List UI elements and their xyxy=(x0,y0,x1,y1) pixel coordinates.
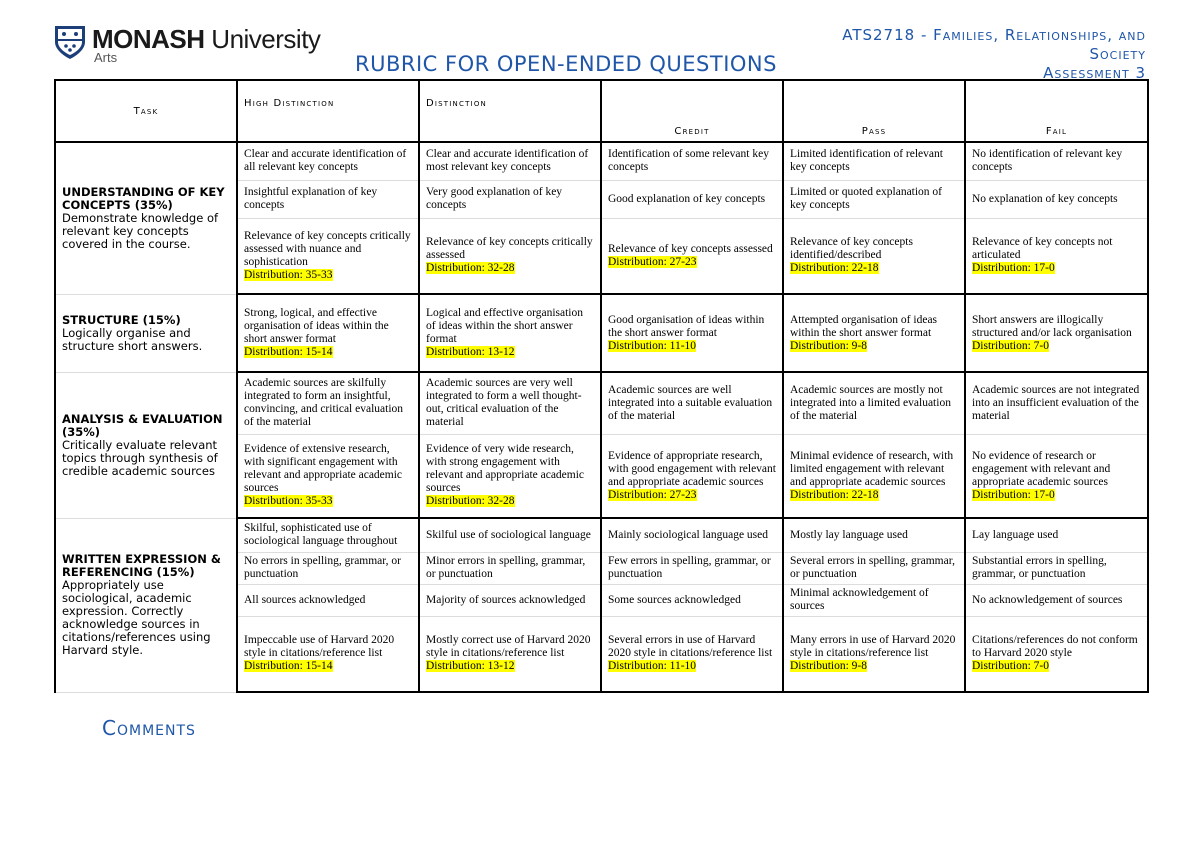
rubric-cell: Mostly lay language used xyxy=(783,518,965,552)
criterion-name: ANALYSIS & EVALUATION (35%) xyxy=(62,411,223,439)
distribution-label: Distribution: 27-23 xyxy=(608,255,697,268)
rubric-cell: No errors in spelling, grammar, or punctuation xyxy=(237,552,419,584)
rubric-cell: Mostly correct use of Harvard 2020 style in citations/reference list Distribution: 13-12 xyxy=(419,616,601,692)
table-row xyxy=(55,294,1148,372)
rubric-cell: No explanation of key concepts xyxy=(965,180,1148,218)
distribution-label: Distribution: 17-0 xyxy=(972,488,1055,501)
rubric-cell: Mainly sociological language used xyxy=(601,518,783,552)
rubric-cell: Relevance of key concepts identified/described Distribution: 22-18 xyxy=(783,218,965,294)
rubric-cell: Evidence of appropriate research, with good engagement with relevant and appropriate academic sources Distribution: 27-23 xyxy=(601,434,783,518)
distribution-label: Distribution: 7-0 xyxy=(972,660,1049,673)
rubric-cell: Very good explanation of key concepts xyxy=(419,180,601,218)
rubric-cell: Lay language used xyxy=(965,518,1148,552)
column-header-high-distinction: High Distinction xyxy=(237,80,419,142)
distribution-label: Distribution: 15-14 xyxy=(244,660,333,673)
course-heading xyxy=(842,26,1146,83)
criterion-name: WRITTEN EXPRESSION & REFERENCING (15%) xyxy=(62,552,221,579)
logo-wordmark: MONASH University xyxy=(92,24,321,54)
rubric-cell: Minimal acknowledgement of sources xyxy=(783,584,965,616)
course-line-2: Society xyxy=(1089,45,1146,63)
rubric-cell: No identification of relevant key concepts xyxy=(965,142,1148,180)
rubric-cell: Clear and accurate identification of all relevant key concepts xyxy=(237,142,419,180)
criterion-description: Demonstrate knowledge of relevant key concepts covered in the course. xyxy=(62,210,219,251)
distribution-label: Distribution: 22-18 xyxy=(790,262,879,275)
rubric-cell: Short answers are illogically structured and/or lack organisation Distribution: 7-0 xyxy=(965,294,1148,372)
rubric-cell: Academic sources are not integrated into an insufficient evaluation of the material xyxy=(965,372,1148,434)
distribution-label: Distribution: 11-10 xyxy=(608,339,697,352)
rubric-cell: No acknowledgement of sources xyxy=(965,584,1148,616)
column-header-credit: Credit xyxy=(601,80,783,142)
course-line-1: ATS2718 - Families, Relationships, and xyxy=(842,26,1146,44)
rubric-cell: Clear and accurate identification of most relevant key concepts xyxy=(419,142,601,180)
rubric-cell: Relevance of key concepts assessed Distribution: 27-23 xyxy=(601,218,783,294)
rubric-cell: Minimal evidence of research, with limited engagement with relevant and appropriate academic sources Distribution: 22-18 xyxy=(783,434,965,518)
rubric-cell: Identification of some relevant key concepts xyxy=(601,142,783,180)
rubric-table xyxy=(54,79,1149,693)
monash-crest-icon xyxy=(52,24,88,60)
table-row xyxy=(55,518,1148,552)
column-header-distinction: Distinction xyxy=(419,80,601,142)
distribution-label: Distribution: 32-28 xyxy=(426,495,515,508)
comments-heading: Comments xyxy=(102,716,196,740)
rubric-cell: Strong, logical, and effective organisation of ideas within the short answer format Distribution: 15-14 xyxy=(237,294,419,372)
rubric-cell: Relevance of key concepts critically assessed with nuance and sophistication Distribution: 35-33 xyxy=(237,218,419,294)
rubric-cell: Majority of sources acknowledged xyxy=(419,584,601,616)
rubric-cell: Evidence of very wide research, with strong engagement with relevant and appropriate academic sources Distribution: 32-28 xyxy=(419,434,601,518)
rubric-cell: Few errors in spelling, grammar, or punctuation xyxy=(601,552,783,584)
distribution-label: Distribution: 35-33 xyxy=(244,268,333,281)
rubric-cell: No evidence of research or engagement with relevant and appropriate academic sources Distribution: 17-0 xyxy=(965,434,1148,518)
rubric-cell: Several errors in spelling, grammar, or punctuation xyxy=(783,552,965,584)
column-header-task: Task xyxy=(55,80,237,142)
rubric-cell: Academic sources are skilfully integrated to form an insightful, convincing, and critical evaluation of the material xyxy=(237,372,419,434)
rubric-cell: All sources acknowledged xyxy=(237,584,419,616)
distribution-label: Distribution: 11-10 xyxy=(608,660,697,673)
rubric-cell: Logical and effective organisation of ideas within the short answer format Distribution: 13-12 xyxy=(419,294,601,372)
rubric-cell: Limited or quoted explanation of key concepts xyxy=(783,180,965,218)
rubric-cell: Several errors in use of Harvard 2020 style in citations/reference list Distribution: 11-10 xyxy=(601,616,783,692)
distribution-label: Distribution: 22-18 xyxy=(790,488,879,501)
criterion-description: Critically evaluate relevant topics through synthesis of credible academic sources xyxy=(62,437,218,478)
faculty-label: Arts xyxy=(94,50,118,65)
rubric-cell: Attempted organisation of ideas within the short answer format Distribution: 9-8 xyxy=(783,294,965,372)
rubric-cell: Evidence of extensive research, with significant engagement with relevant and appropriate academic sources Distribution: 35-33 xyxy=(237,434,419,518)
criterion-name: STRUCTURE (15%) xyxy=(62,312,181,327)
rubric-cell: Minor errors in spelling, grammar, or punctuation xyxy=(419,552,601,584)
rubric-cell: Insightful explanation of key concepts xyxy=(237,180,419,218)
table-row xyxy=(55,142,1148,180)
table-row xyxy=(55,372,1148,434)
distribution-label: Distribution: 35-33 xyxy=(244,495,333,508)
rubric-cell: Some sources acknowledged xyxy=(601,584,783,616)
criterion-description: Appropriately use sociological, academic expression. Correctly acknowledge sources in citations/references using Harvard style. xyxy=(62,578,211,657)
distribution-label: Distribution: 9-8 xyxy=(790,339,867,352)
column-header-fail: Fail xyxy=(965,80,1148,142)
distribution-label: Distribution: 7-0 xyxy=(972,339,1049,352)
rubric-cell: Relevance of key concepts critically assessed Distribution: 32-28 xyxy=(419,218,601,294)
rubric-cell: Skilful use of sociological language xyxy=(419,518,601,552)
criterion-structure xyxy=(55,294,237,372)
rubric-cell: Limited identification of relevant key concepts xyxy=(783,142,965,180)
distribution-label: Distribution: 9-8 xyxy=(790,660,867,673)
distribution-label: Distribution: 27-23 xyxy=(608,488,697,501)
page-title: RUBRIC FOR OPEN-ENDED QUESTIONS xyxy=(355,52,777,76)
rubric-cell: Citations/references do not conform to Harvard 2020 style Distribution: 7-0 xyxy=(965,616,1148,692)
rubric-cell: Skilful, sophisticated use of sociological language throughout xyxy=(237,518,419,552)
rubric-cell: Impeccable use of Harvard 2020 style in citations/reference list Distribution: 15-14 xyxy=(237,616,419,692)
column-header-pass: Pass xyxy=(783,80,965,142)
distribution-label: Distribution: 17-0 xyxy=(972,262,1055,275)
criterion-description: Logically organise and structure short answers. xyxy=(62,325,203,353)
rubric-cell: Academic sources are well integrated into a suitable evaluation of the material xyxy=(601,372,783,434)
rubric-header-row xyxy=(55,80,1148,142)
rubric-cell: Many errors in use of Harvard 2020 style in citations/reference list Distribution: 9-8 xyxy=(783,616,965,692)
rubric-cell: Relevance of key concepts not articulated Distribution: 17-0 xyxy=(965,218,1148,294)
rubric-cell: Good organisation of ideas within the short answer format Distribution: 11-10 xyxy=(601,294,783,372)
distribution-label: Distribution: 13-12 xyxy=(426,660,515,673)
rubric-cell: Academic sources are very well integrated to form a well thought-out, critical evaluation of the material xyxy=(419,372,601,434)
monash-logo xyxy=(52,24,321,68)
criterion-name: UNDERSTANDING OF KEY CONCEPTS (35%) xyxy=(62,184,225,212)
distribution-label: Distribution: 13-12 xyxy=(426,346,515,358)
distribution-label: Distribution: 15-14 xyxy=(244,346,333,358)
course-line-3: Assessment 3 xyxy=(1043,64,1146,82)
rubric-cell: Good explanation of key concepts xyxy=(601,180,783,218)
criterion-written-expression xyxy=(55,518,237,692)
distribution-label: Distribution: 32-28 xyxy=(426,262,515,275)
rubric-cell: Substantial errors in spelling, grammar, or punctuation xyxy=(965,552,1148,584)
criterion-understanding xyxy=(55,142,237,294)
criterion-analysis xyxy=(55,372,237,518)
rubric-cell: Academic sources are mostly not integrated into a limited evaluation of the material xyxy=(783,372,965,434)
